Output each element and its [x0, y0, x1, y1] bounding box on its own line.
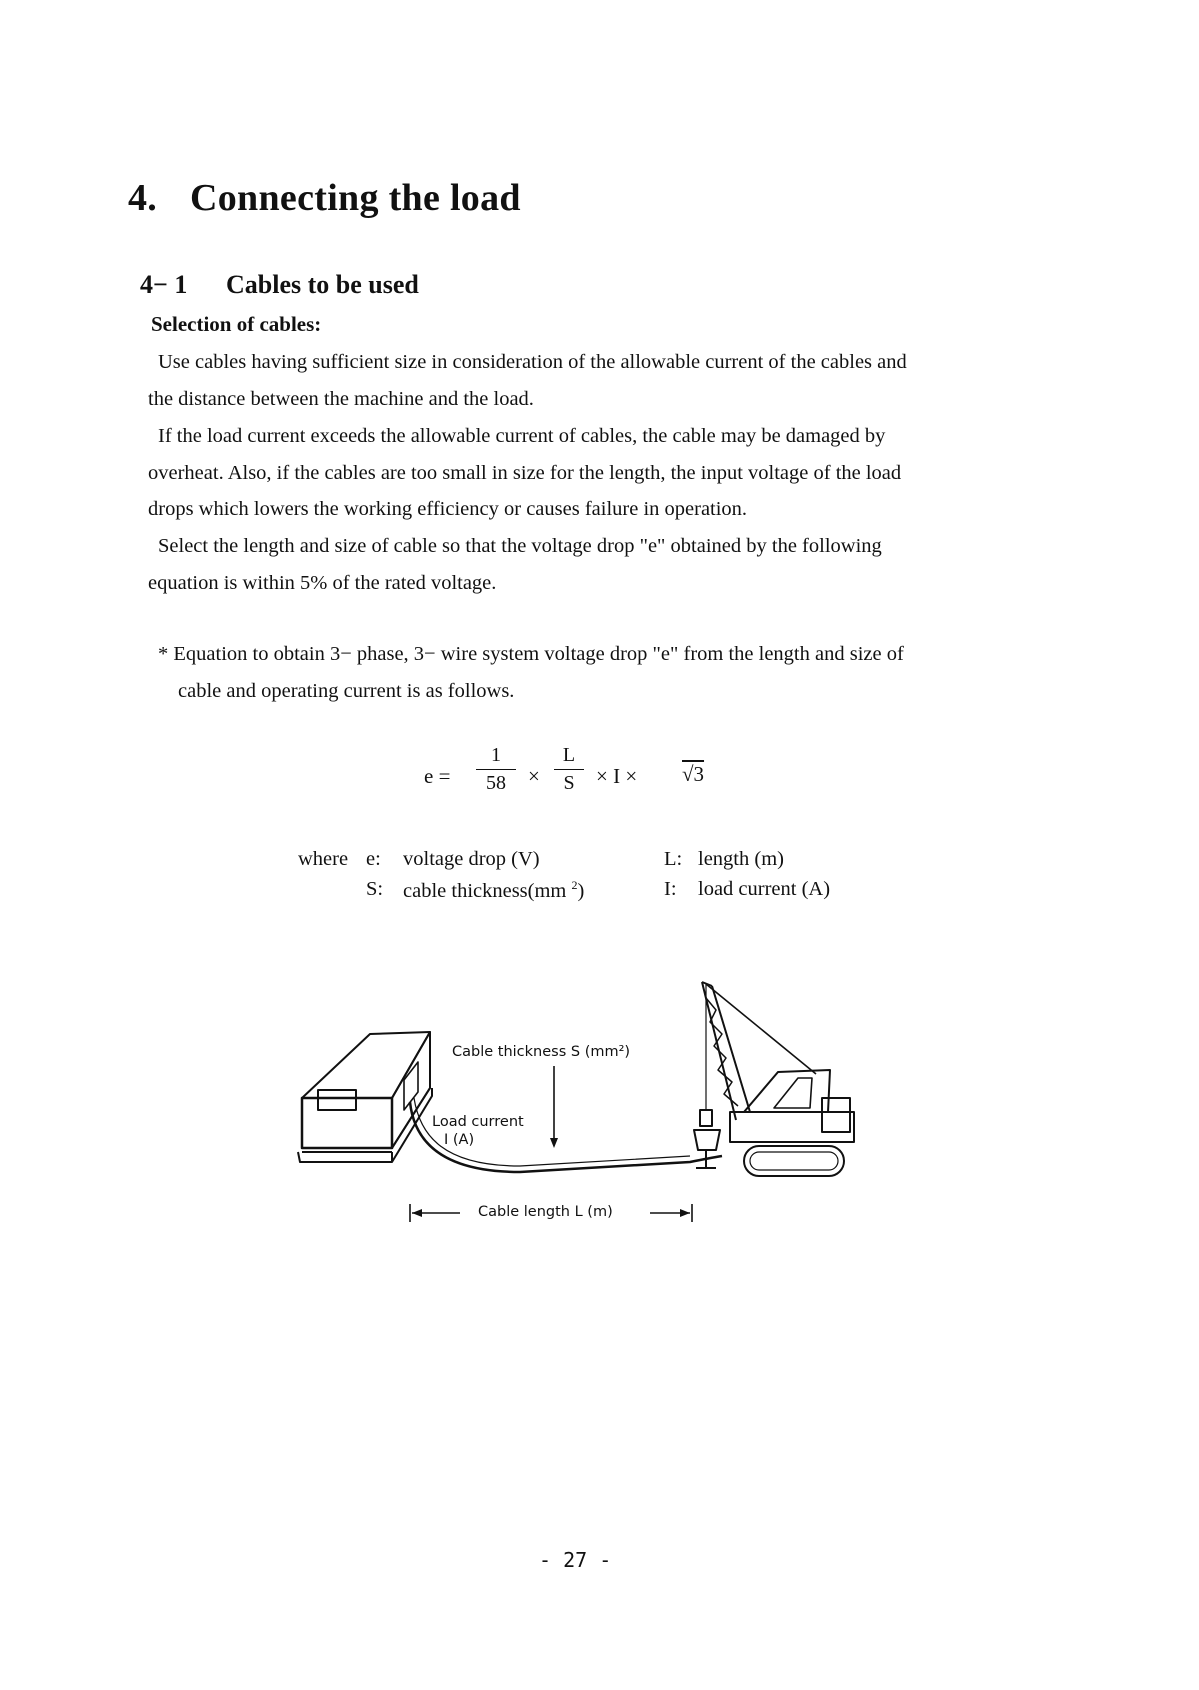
generator-machine [298, 1032, 432, 1162]
legend-L-description: length (m) [698, 848, 784, 870]
paragraph-line: If the load current exceeds the allowable current of cables, the cable may be damaged by [158, 425, 886, 447]
load-current-label: Load current [432, 1114, 524, 1130]
legend-where: where [298, 848, 349, 870]
legend-e-symbol: e: [366, 848, 381, 870]
paragraph-line: overheat. Also, if the cables are too small in size for the length, the input voltage of the load [148, 461, 902, 484]
fraction-numerator: 1 [476, 744, 516, 770]
equation-lhs: e = [424, 764, 451, 788]
paragraph-line: Select the length and size of cable so that the voltage drop "e" obtained by the following [158, 535, 882, 557]
legend-I-description: load current (A) [698, 878, 831, 900]
fraction-denominator: S [563, 772, 575, 794]
cable-thickness-label: Cable thickness S (mm²) [452, 1044, 631, 1060]
superscript-2: 2 [571, 878, 578, 892]
cable-length-label: Cable length L (m) [478, 1204, 613, 1220]
note-line: cable and operating current is as follows. [178, 679, 515, 702]
section-title-text: Connecting the load [190, 177, 521, 219]
legend-L-symbol: L: [664, 848, 683, 870]
legend-I-symbol: I: [664, 878, 677, 900]
times-sign: × [528, 764, 540, 788]
machine-panel [318, 1090, 356, 1110]
paragraph-line: equation is within 5% of the rated voltage. [148, 571, 497, 594]
crane-machine [694, 982, 854, 1176]
section-number: 4. [128, 177, 158, 219]
sqrt-3: √3 [682, 762, 705, 786]
page-number: - 27 - [539, 1548, 612, 1572]
paragraph-line: drops which lowers the working efficiency or causes failure in operation. [148, 498, 748, 520]
equation-rest: × I × [596, 764, 638, 788]
load-current-unit: I (A) [444, 1132, 475, 1148]
fraction-denominator: 58 [486, 772, 506, 794]
legend-S-description: cable thickness(mm $^2$) [403, 878, 585, 902]
subsection-number: 4− 1 [140, 270, 188, 299]
legend-S-symbol: S: [366, 878, 384, 900]
subsection-title-text: Cables to be used [226, 270, 419, 299]
selection-heading: Selection of cables: [151, 312, 322, 336]
note-line: * Equation to obtain 3− phase, 3− wire system voltage drop "e" from the length and size of [158, 643, 904, 665]
legend-e-description: voltage drop (V) [403, 848, 540, 870]
fraction-numerator: L [554, 744, 584, 770]
paragraph-line: the distance between the machine and the load. [148, 387, 534, 410]
paragraph-line: Use cables having sufficient size in consideration of the allowable current of the cables and [158, 351, 907, 373]
